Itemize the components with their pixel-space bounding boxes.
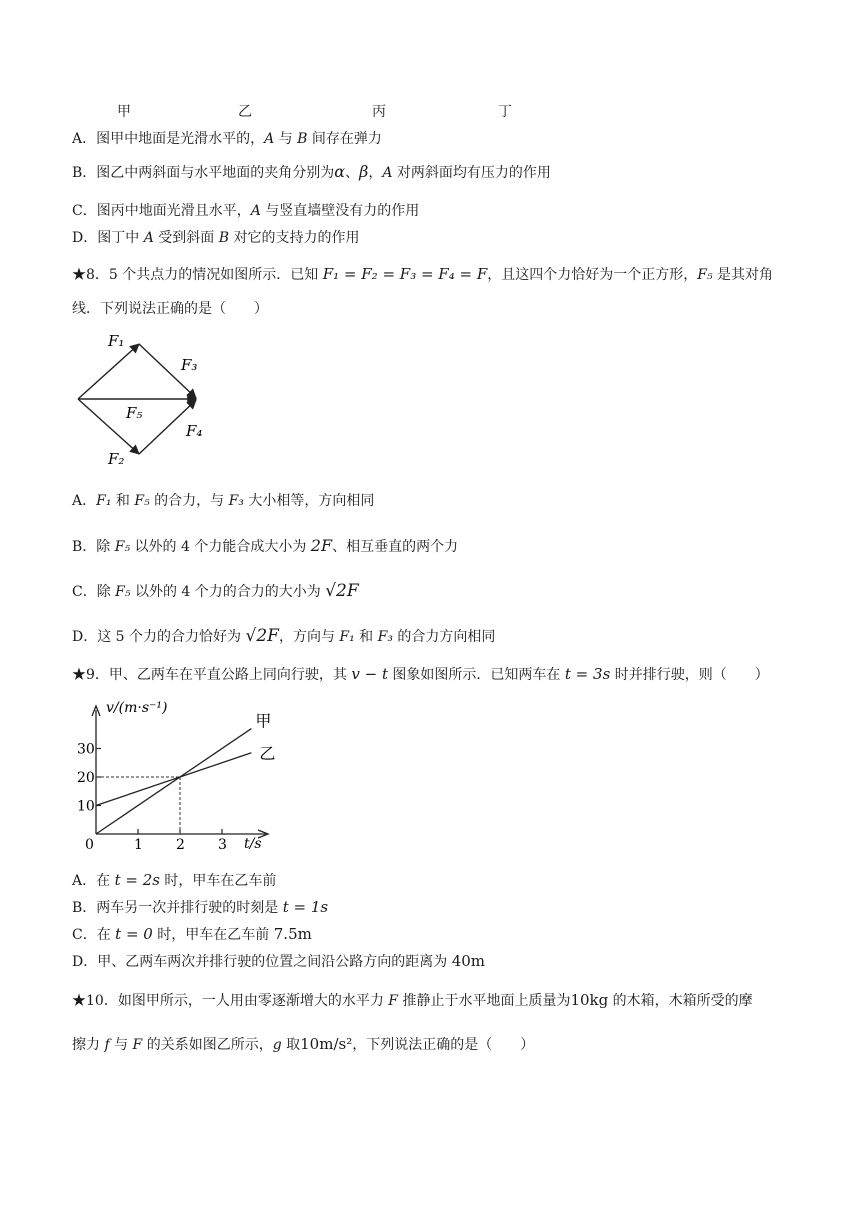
star-icon: ★ <box>72 667 86 683</box>
f3-label: F₃ <box>181 356 198 374</box>
q9-option-d: D．甲、乙两车两次并排行驶的位置之间沿公路方向的距离为 40m <box>72 952 485 970</box>
label-ding: 丁 <box>498 104 512 120</box>
f4-label: F₄ <box>186 422 203 440</box>
star-icon: ★ <box>72 267 86 283</box>
f1-arrow <box>78 344 139 399</box>
y-tick-label: 20 <box>77 770 95 786</box>
label-yi: 乙 <box>238 104 252 120</box>
x-tick-label: 3 <box>218 837 227 853</box>
q9-vt-chart <box>68 696 288 862</box>
q8-option-d: D．这 5 个力的合力恰好为 √2F，方向与 F₁ 和 F₃ 的合力方向相同 <box>72 626 496 646</box>
q8-stem-line1: ★8．5 个共点力的情况如图所示．已知 F₁ = F₂ = F₃ = F₄ = F，且这四个力恰好为一个正方形，F₅ 是其对角 <box>72 265 774 283</box>
q8-force-diagram <box>68 328 228 478</box>
q10-stem-line1: ★10．如图甲所示，一人用由零逐渐增大的水平力 F 推静止于水平地面上质量为10kg 的木箱，木箱所受的摩 <box>72 991 753 1009</box>
q8-option-a: A．F₁ 和 F₅ 的合力，与 F₃ 大小相等，方向相同 <box>72 493 375 509</box>
x-tick-label: 1 <box>134 837 143 853</box>
f1-label: F₁ <box>108 332 125 350</box>
y-axis-label: v/(m·s⁻¹) <box>106 700 168 716</box>
series-label-1: 甲 <box>255 711 272 731</box>
q7-option-b: B．图乙中两斜面与水平地面的夹角分别为α、β，A 对两斜面均有压力的作用 <box>72 162 551 181</box>
q7-option-a: A．图甲中地面是光滑水平的，A 与 B 间存在弹力 <box>72 131 382 147</box>
q8-option-b: B．除 F₅ 以外的 4 个力能合成大小为 2F、相互垂直的两个力 <box>72 536 459 555</box>
label-jia: 甲 <box>117 104 131 120</box>
f5-label: F₅ <box>126 404 143 422</box>
q10-stem-line2: 擦力 f 与 F 的关系如图乙所示，g 取10m/s²，下列说法正确的是（ ） <box>72 1035 535 1053</box>
y-tick-label: 30 <box>77 741 95 758</box>
series-label-2: 乙 <box>259 743 276 763</box>
x-axis-label: t/s <box>244 836 262 852</box>
star-icon: ★ <box>72 993 86 1009</box>
x-tick-label: 0 <box>85 837 94 853</box>
label-bing: 丙 <box>372 104 386 120</box>
q7-option-c: C．图丙中地面光滑且水平，A 与竖直墙壁没有力的作用 <box>72 203 420 219</box>
y-tick-label: 10 <box>77 798 95 815</box>
q8-option-c: C．除 F₅ 以外的 4 个力的合力的大小为 √2F <box>72 581 359 601</box>
series-line-2 <box>96 753 251 806</box>
q9-option-a: A．在 t = 2s 时，甲车在乙车前 <box>72 871 277 889</box>
f2-label: F₂ <box>108 450 125 468</box>
q9-option-c: C．在 t = 0 时，甲车在乙车前 7.5m <box>72 925 312 943</box>
q8-stem-line2: 线．下列说法正确的是（ ） <box>72 301 268 317</box>
series-line-1 <box>96 729 251 834</box>
q9-option-b: B．两车另一次并排行驶的时刻是 t = 1s <box>72 898 329 916</box>
q7-option-d: D．图丁中 A 受到斜面 B 对它的支持力的作用 <box>72 230 360 246</box>
x-tick-label: 2 <box>176 837 185 853</box>
q9-stem: ★9．甲、乙两车在平直公路上同向行驶，其 v − t 图象如图所示．已知两车在 t = 3s 时并排行驶，则（ ） <box>72 665 769 683</box>
